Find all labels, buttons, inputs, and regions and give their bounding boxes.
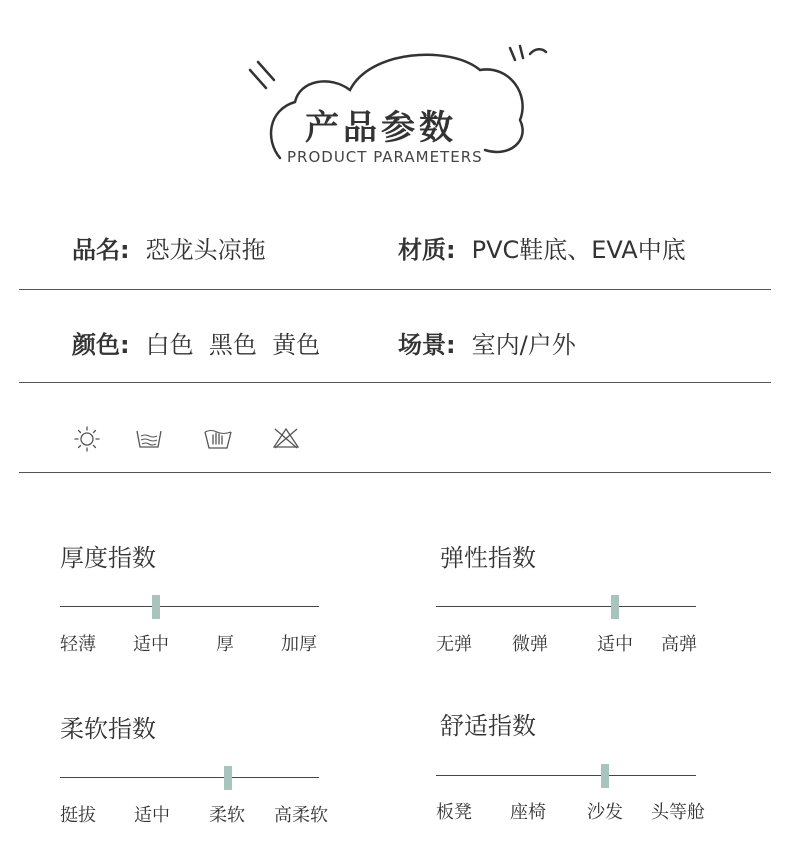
param-material-key: 材质: xyxy=(398,236,456,264)
comfort-tick-label: 头等舱 xyxy=(651,802,705,823)
divider xyxy=(19,289,771,290)
thickness-tick-label: 适中 xyxy=(133,634,169,655)
param-name xyxy=(72,230,266,265)
elasticity-index-title: 弹性指数 xyxy=(440,544,536,572)
softness-tick-label: 高柔软 xyxy=(274,805,328,826)
param-scene-value: 室内/户外 xyxy=(471,331,576,359)
sun-dry-icon xyxy=(74,426,100,452)
thickness-tick-label: 加厚 xyxy=(281,634,317,655)
softness-index-title: 柔软指数 xyxy=(60,715,156,743)
thickness-scale-marker xyxy=(152,595,160,619)
page-title: 产品参数 xyxy=(305,108,457,148)
comfort-tick-label: 座椅 xyxy=(510,802,546,823)
elasticity-tick-label: 适中 xyxy=(597,634,633,655)
elasticity-scale-track xyxy=(436,606,696,607)
hand-wash-icon xyxy=(203,424,233,450)
param-name-key: 品名: xyxy=(72,236,130,264)
comfort-index-title: 舒适指数 xyxy=(440,712,536,740)
comfort-tick-label: 板凳 xyxy=(436,802,472,823)
elasticity-tick-label: 无弹 xyxy=(436,634,472,655)
param-material xyxy=(398,230,686,265)
thickness-tick-label: 厚 xyxy=(216,634,234,655)
comfort-scale-track xyxy=(436,775,696,776)
elasticity-scale-marker xyxy=(611,595,619,619)
thickness-index-title: 厚度指数 xyxy=(60,544,156,572)
comfort-scale-marker xyxy=(601,764,609,788)
param-name-value: 恐龙头凉拖 xyxy=(145,236,266,264)
hand-wash-basin-icon xyxy=(135,428,163,450)
divider xyxy=(19,472,771,473)
divider xyxy=(19,382,771,383)
param-color xyxy=(72,325,320,360)
softness-scale-track xyxy=(60,777,319,778)
param-material-value: PVC鞋底、EVA中底 xyxy=(471,236,686,264)
softness-tick-label: 挺拔 xyxy=(60,805,96,826)
softness-tick-label: 适中 xyxy=(134,805,170,826)
page-subtitle: PRODUCT PARAMETERS xyxy=(287,148,483,166)
thickness-tick-label: 轻薄 xyxy=(60,634,96,655)
comfort-tick-label: 沙发 xyxy=(587,802,623,823)
elasticity-tick-label: 微弹 xyxy=(512,634,548,655)
param-color-value: 白色 黑色 黄色 xyxy=(145,331,321,359)
do-not-bleach-icon xyxy=(272,426,300,450)
softness-scale-marker xyxy=(224,766,232,790)
param-scene xyxy=(398,325,576,360)
softness-tick-label: 柔软 xyxy=(209,805,245,826)
param-scene-key: 场景: xyxy=(398,331,456,359)
param-color-key: 颜色: xyxy=(72,331,130,359)
thickness-scale-track xyxy=(60,606,319,607)
elasticity-tick-label: 高弹 xyxy=(661,634,697,655)
